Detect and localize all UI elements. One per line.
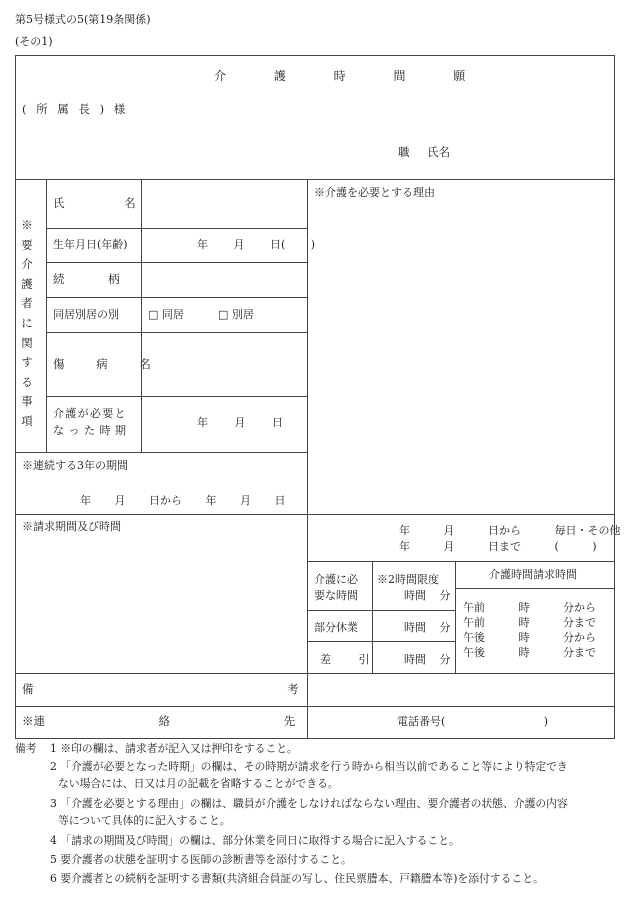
divider-remarks	[15, 673, 615, 674]
consecutive-period-value: 年 月 日から 年 月 日	[80, 494, 286, 507]
divider-row2	[46, 262, 307, 263]
divider-row3	[46, 297, 307, 298]
notes-heading: 備考	[15, 742, 37, 755]
care-needed-since-label-line1: 介護が必要と	[53, 407, 127, 420]
form-title: 介 護 時 間 願	[214, 69, 468, 83]
note-item: ない場合には、日又は月の記載を省略することができる。	[58, 777, 339, 790]
requested-time-header: 介護時間請求時間	[489, 568, 577, 581]
care-reason-label: ※介護を必要とする理由	[314, 186, 435, 199]
divider-request-sub	[307, 561, 615, 562]
requested-time-row: 午前 時 分から	[463, 601, 596, 614]
request-to-line: 年 月 日まで ( )	[399, 540, 597, 553]
divider-row4	[46, 332, 307, 333]
divider-header	[15, 179, 615, 180]
living-label: 同居別居の別	[53, 308, 119, 321]
birth-value: 年 月 日( )	[197, 238, 316, 251]
note-item: 3 「介護を必要とする理由」の欄は、職員が介護をしなければならない理由、要介護者の状態、介護の内容	[50, 797, 568, 810]
deduction-label: 差 引	[320, 653, 370, 666]
note-item: 4 「請求の期間及び時間」の欄は、部分休業を同日に取得する場合に記入すること。	[50, 834, 460, 847]
divider-time-head	[455, 588, 615, 589]
divider-col-section	[46, 179, 47, 452]
requested-time-row: 午前 時 分まで	[463, 616, 596, 629]
form-number: 第5号様式の5(第19条関係)	[15, 13, 151, 26]
partial-leave-value: 時間 分	[404, 621, 451, 634]
care-recipient-section-label: ※要介護者に関する事項	[21, 218, 33, 428]
needed-time-label-line1: 介護に必	[314, 573, 358, 586]
needed-time-value: 時間 分	[404, 589, 451, 602]
divider-contact	[15, 706, 615, 707]
note-item: 6 要介護者との続柄を証明する書類(共済組合員証の写し、住民票謄本、戸籍謄本等)を添付すること。	[50, 872, 544, 885]
birth-label: 生年月日(年齢)	[53, 238, 128, 251]
living-together-checkbox[interactable]: □ 同居	[148, 308, 184, 321]
divider-col-time-2	[455, 561, 456, 673]
partial-leave-label: 部分休業	[314, 621, 358, 634]
remarks-label: 備 考	[22, 682, 299, 696]
applicant-name-label: 職 氏名	[398, 145, 451, 159]
divider-col-time-1	[372, 561, 373, 673]
illness-label: 傷 病 名	[53, 357, 155, 371]
request-from-line: 年 月 日から 毎日・その他	[399, 524, 621, 537]
divider-col-label	[141, 179, 142, 452]
requested-time-row: 午後 時 分まで	[463, 646, 596, 659]
requested-time-row: 午後 時 分から	[463, 631, 596, 644]
addressee: ( 所 属 長 ) 様	[22, 102, 126, 116]
divider-row6	[15, 452, 307, 453]
divider-request	[15, 514, 615, 515]
care-needed-since-value: 年 月 日	[197, 416, 283, 429]
request-period-label: ※請求期間及び時間	[22, 520, 121, 533]
note-item: 2 「介護が必要となった時期」の欄は、その時期が請求を行う時から相当以前であること等により特定でき	[50, 760, 568, 773]
name-label: 氏 名	[53, 196, 136, 210]
two-hour-limit-label: ※2時間限度	[377, 573, 439, 586]
living-apart-checkbox[interactable]: □ 別居	[218, 308, 254, 321]
needed-time-label-line2: 要な時間	[314, 589, 358, 602]
relation-label: 続 柄	[53, 272, 120, 286]
note-item: 5 要介護者の状態を証明する医師の診断書等を添付すること。	[50, 853, 352, 866]
deduction-value: 時間 分	[404, 653, 451, 666]
divider-time-2	[307, 641, 455, 642]
divider-row5	[46, 396, 307, 397]
contact-label: ※連 絡 先	[22, 714, 296, 728]
divider-time-1	[307, 610, 455, 611]
consecutive-period-label: ※連続する3年の期間	[22, 459, 128, 472]
page-part: (その1)	[15, 35, 53, 48]
phone-label: 電話番号( )	[397, 715, 549, 728]
care-needed-since-label-line2: なった時期	[53, 424, 131, 437]
divider-row1	[46, 228, 307, 229]
divider-col-mid	[307, 179, 308, 739]
note-item: 1 ※印の欄は、請求者が記入又は押印をすること。	[50, 742, 298, 755]
note-item: 等について具体的に記入すること。	[58, 814, 231, 827]
